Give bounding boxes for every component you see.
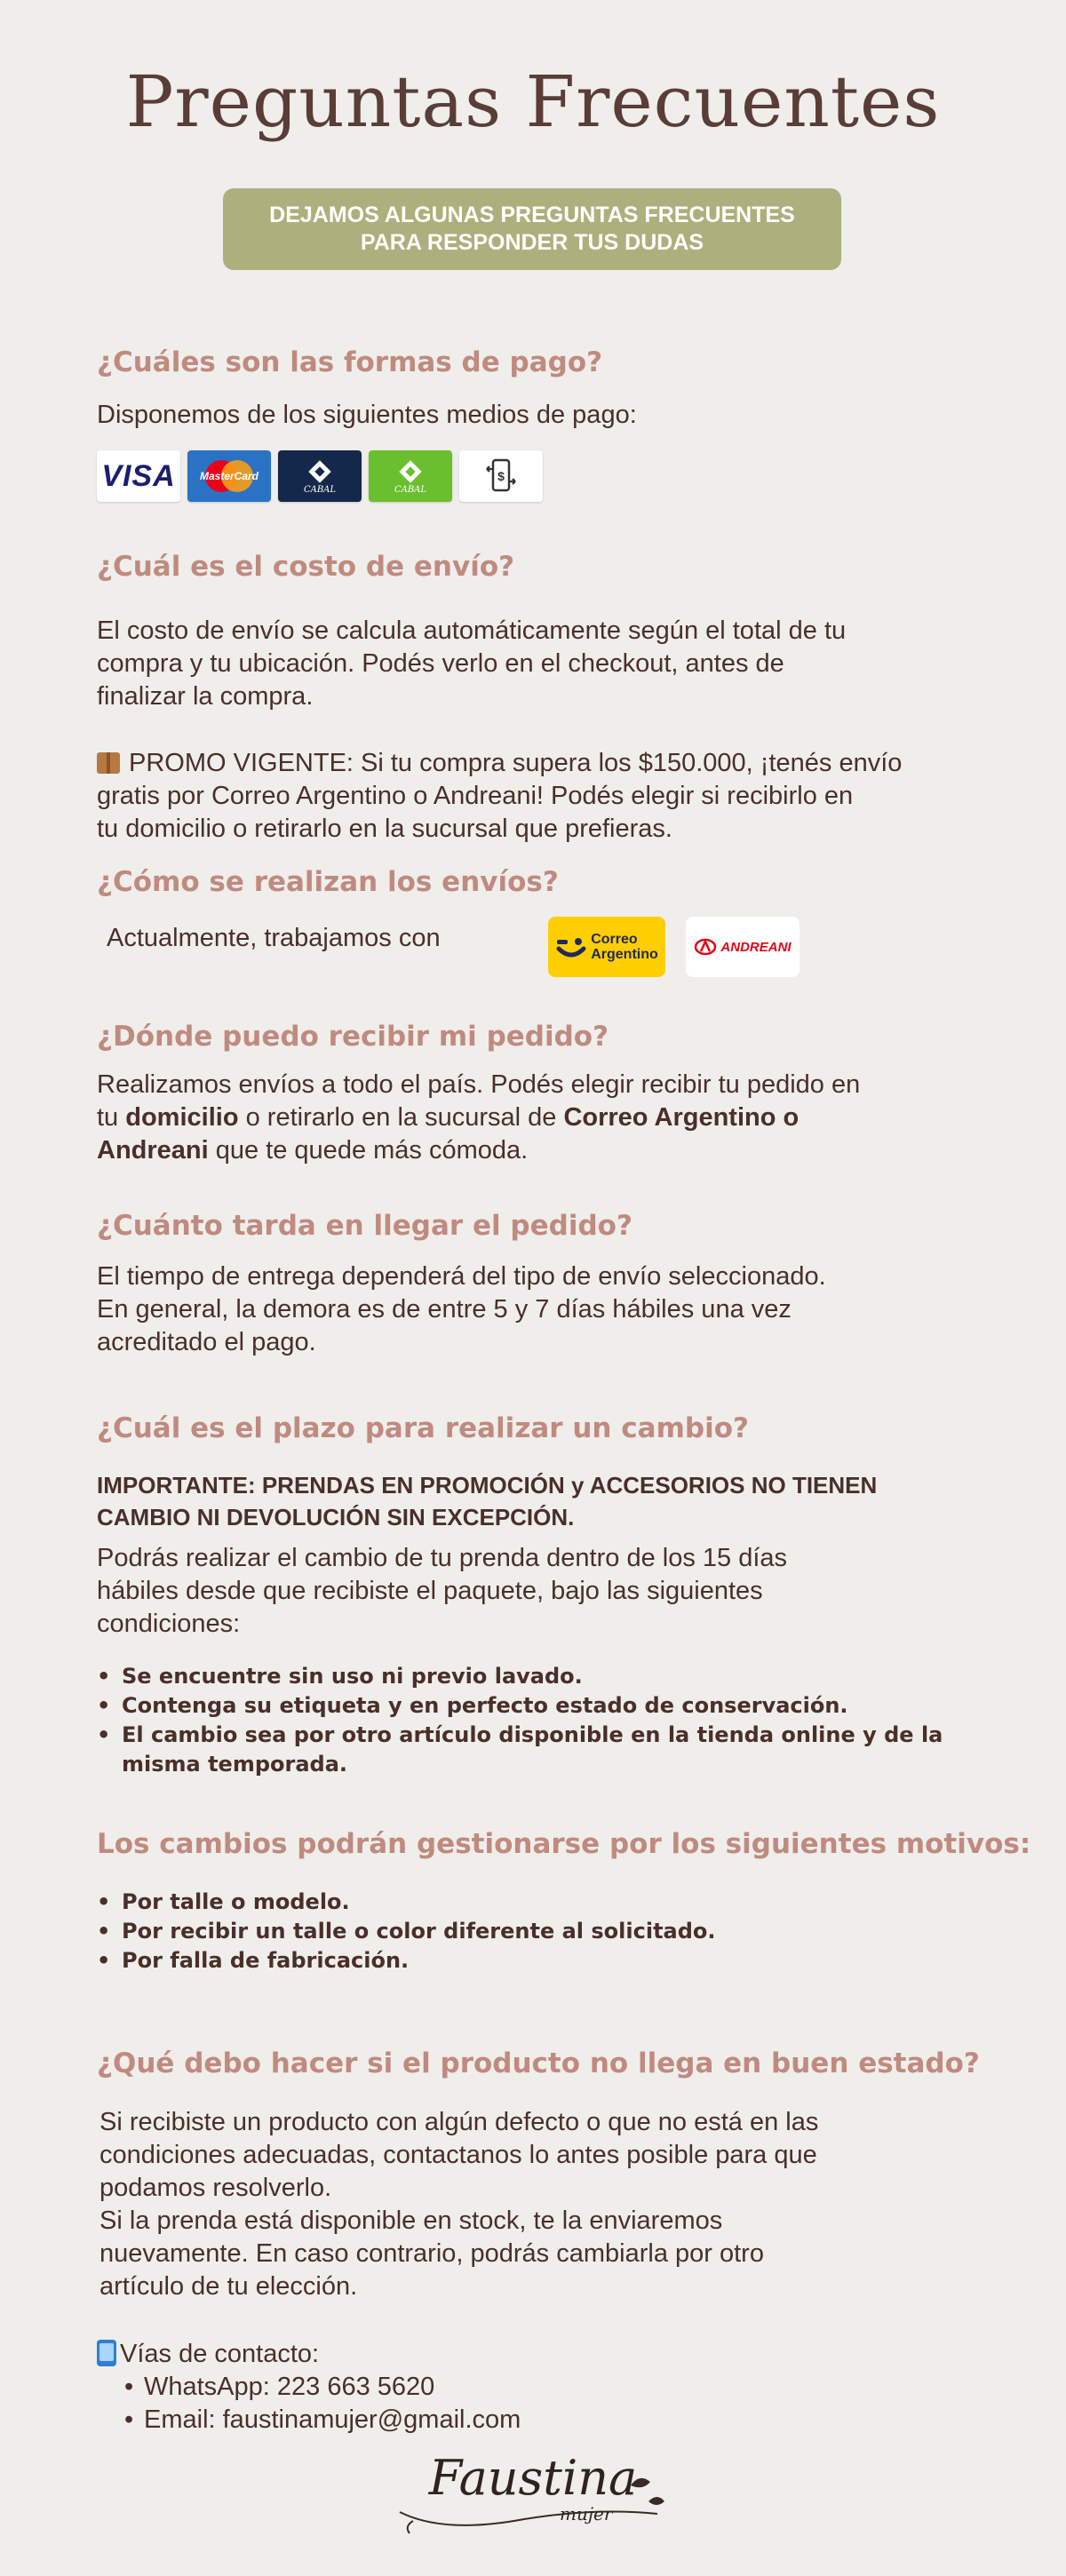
transfer-label: $ — [497, 469, 505, 483]
promo-line-1 — [97, 747, 985, 780]
where-line-2c: o retirarlo en la sucursal de — [238, 1103, 564, 1132]
cabal-card-icon — [278, 450, 362, 502]
time-text — [97, 1260, 985, 1359]
list-item: • Por falla de fabricación. — [97, 1946, 985, 1976]
question-shipping-cost: ¿Cuál es el costo de envío? — [97, 551, 515, 583]
banner-line-1: DEJAMOS ALGUNAS PREGUNTAS FRECUENTES — [269, 203, 795, 227]
where-line-2a: tu — [97, 1103, 126, 1132]
damaged-line-3: podamos resolverlo. — [99, 2174, 332, 2202]
exchange-line-2: hábiles desde que recibiste el paquete, bajo las siguientes — [97, 1577, 763, 1605]
list-item: • Contenga su etiqueta y en perfecto estado de conservación. — [97, 1691, 985, 1721]
where-line-2 — [97, 1101, 985, 1134]
question-reasons: Los cambios podrán gestionarse por los siguientes motivos: — [97, 1828, 1031, 1860]
andreani-logo — [686, 917, 800, 977]
mastercard-label: MasterCard — [199, 470, 259, 482]
damaged-line-1: Si recibiste un producto con algún defecto o que no está en las — [99, 2108, 819, 2136]
shipping-cost-line-1: El costo de envío se calcula automáticamente según el total de tu — [97, 616, 847, 645]
andreani-icon — [694, 937, 717, 957]
package-icon — [97, 752, 120, 774]
damaged-line-2: condiciones adecuadas, contactanos lo antes posible para que — [99, 2141, 817, 2169]
time-line-1: El tiempo de entrega dependerá del tipo de envío seleccionado. — [97, 1262, 826, 1291]
correo-argentino-logo — [548, 917, 665, 977]
cabal-debito-label: CABAL — [394, 484, 427, 495]
cabal-label: CABAL — [303, 484, 337, 495]
correo-line-2: Argentino — [591, 947, 658, 962]
page-title: Preguntas Frecuentes — [125, 60, 941, 143]
question-payment: ¿Cuáles son las formas de pago? — [97, 346, 603, 378]
cabal-debito-diamond-icon — [397, 458, 424, 485]
contact-title — [97, 2338, 985, 2371]
contact-list — [124, 2371, 924, 2437]
question-exchange: ¿Cuál es el plazo para realizar un cambio? — [97, 1412, 749, 1444]
phone-icon — [97, 2340, 116, 2366]
contact-email[interactable]: • Email: faustinamujer@gmail.com — [124, 2404, 924, 2437]
exchange-important-line-1: IMPORTANTE: PRENDAS EN PROMOCIÓN y ACCESORIOS NO TIENEN — [97, 1472, 878, 1499]
shipping-how-text: Actualmente, trabajamos con — [107, 924, 441, 952]
where-domicilio: domicilio — [125, 1103, 239, 1132]
damaged-text — [99, 2106, 988, 2303]
list-item: • Por recibir un talle o color diferente al solicitado. — [97, 1917, 985, 1946]
where-andreani: Andreani — [97, 1136, 209, 1165]
question-time: ¿Cuánto tarda en llegar el pedido? — [97, 1210, 632, 1242]
shipping-cost-line-2: compra y tu ubicación. Podés verlo en el checkout, antes de — [97, 649, 784, 678]
list-item: • El cambio sea por otro artículo disponible en la tienda online y de la — [97, 1721, 985, 1750]
correo-argentino-icon — [555, 934, 587, 959]
payment-intro: Disponemos de los siguientes medios de pago: — [97, 401, 637, 429]
andreani-label: ANDREANI — [720, 939, 792, 955]
correo-line-1: Correo — [591, 932, 638, 947]
exchange-line-3: condiciones: — [97, 1610, 241, 1638]
promo-line-1-text: PROMO VIGENTE: Si tu compra supera los $150.000, ¡tenés envío — [129, 749, 903, 777]
where-line-3b: que te quede más cómoda. — [208, 1136, 529, 1165]
list-item-continuation: misma temporada. — [122, 1752, 348, 1777]
time-line-2: En general, la demora es de entre 5 y 7 días hábiles una vez — [97, 1295, 792, 1324]
contact-title-text: Vías de contacto: — [120, 2340, 320, 2368]
cabal-debito-card-icon — [369, 450, 452, 502]
where-line-1: Realizamos envíos a todo el país. Podés elegir recibir tu pedido en — [97, 1070, 861, 1099]
question-damaged: ¿Qué debo hacer si el producto no llega en buen estado? — [97, 2047, 980, 2079]
question-shipping-how: ¿Cómo se realizan los envíos? — [97, 866, 559, 898]
intro-banner — [223, 188, 841, 270]
list-item: • Se encuentre sin uso ni previo lavado. — [97, 1662, 985, 1691]
transfer-payment-icon — [459, 450, 543, 502]
visa-label: VISA — [101, 458, 176, 493]
cabal-diamond-icon — [306, 458, 333, 485]
damaged-line-5: nuevamente. En caso contrario, podrás cambiarla por otro — [99, 2239, 764, 2268]
damaged-line-4: Si la prenda está disponible en stock, te la enviaremos — [99, 2206, 723, 2235]
promo-line-3: tu domicilio o retirarlo en la sucursal que prefieras. — [97, 815, 672, 843]
question-where: ¿Dónde puedo recibir mi pedido? — [97, 1021, 609, 1053]
brand-sub: mujer — [560, 2503, 613, 2524]
where-line-3 — [97, 1134, 985, 1167]
time-line-3: acreditado el pago. — [97, 1328, 316, 1356]
brand-name: Faustina — [428, 2450, 638, 2506]
mastercard-card-icon — [187, 450, 271, 502]
list-item: • Por talle o modelo. — [97, 1888, 985, 1917]
exchange-text — [97, 1542, 985, 1641]
damaged-line-6: artículo de tu elección. — [99, 2272, 358, 2301]
shipping-cost-line-3: finalizar la compra. — [97, 682, 314, 711]
banner-line-2: PARA RESPONDER TUS DUDAS — [360, 230, 704, 255]
contact-whatsapp[interactable]: • WhatsApp: 223 663 5620 — [124, 2371, 924, 2404]
promo-text — [97, 747, 985, 846]
promo-line-2: gratis por Correo Argentino o Andreani! Podés elegir si recibirlo en — [97, 782, 854, 810]
where-correo: Correo Argentino o — [563, 1103, 800, 1132]
exchange-conditions-list — [97, 1662, 985, 1779]
brand-logo — [391, 2450, 675, 2539]
reasons-list — [97, 1888, 985, 1976]
exchange-important — [97, 1469, 985, 1533]
shipping-cost-text — [97, 615, 985, 713]
visa-card-icon — [97, 450, 180, 502]
where-text — [97, 1069, 985, 1167]
exchange-important-line-2: CAMBIO NI DEVOLUCIÓN SIN EXCEPCIÓN. — [97, 1504, 575, 1530]
exchange-line-1: Podrás realizar el cambio de tu prenda dentro de los 15 días — [97, 1544, 788, 1572]
